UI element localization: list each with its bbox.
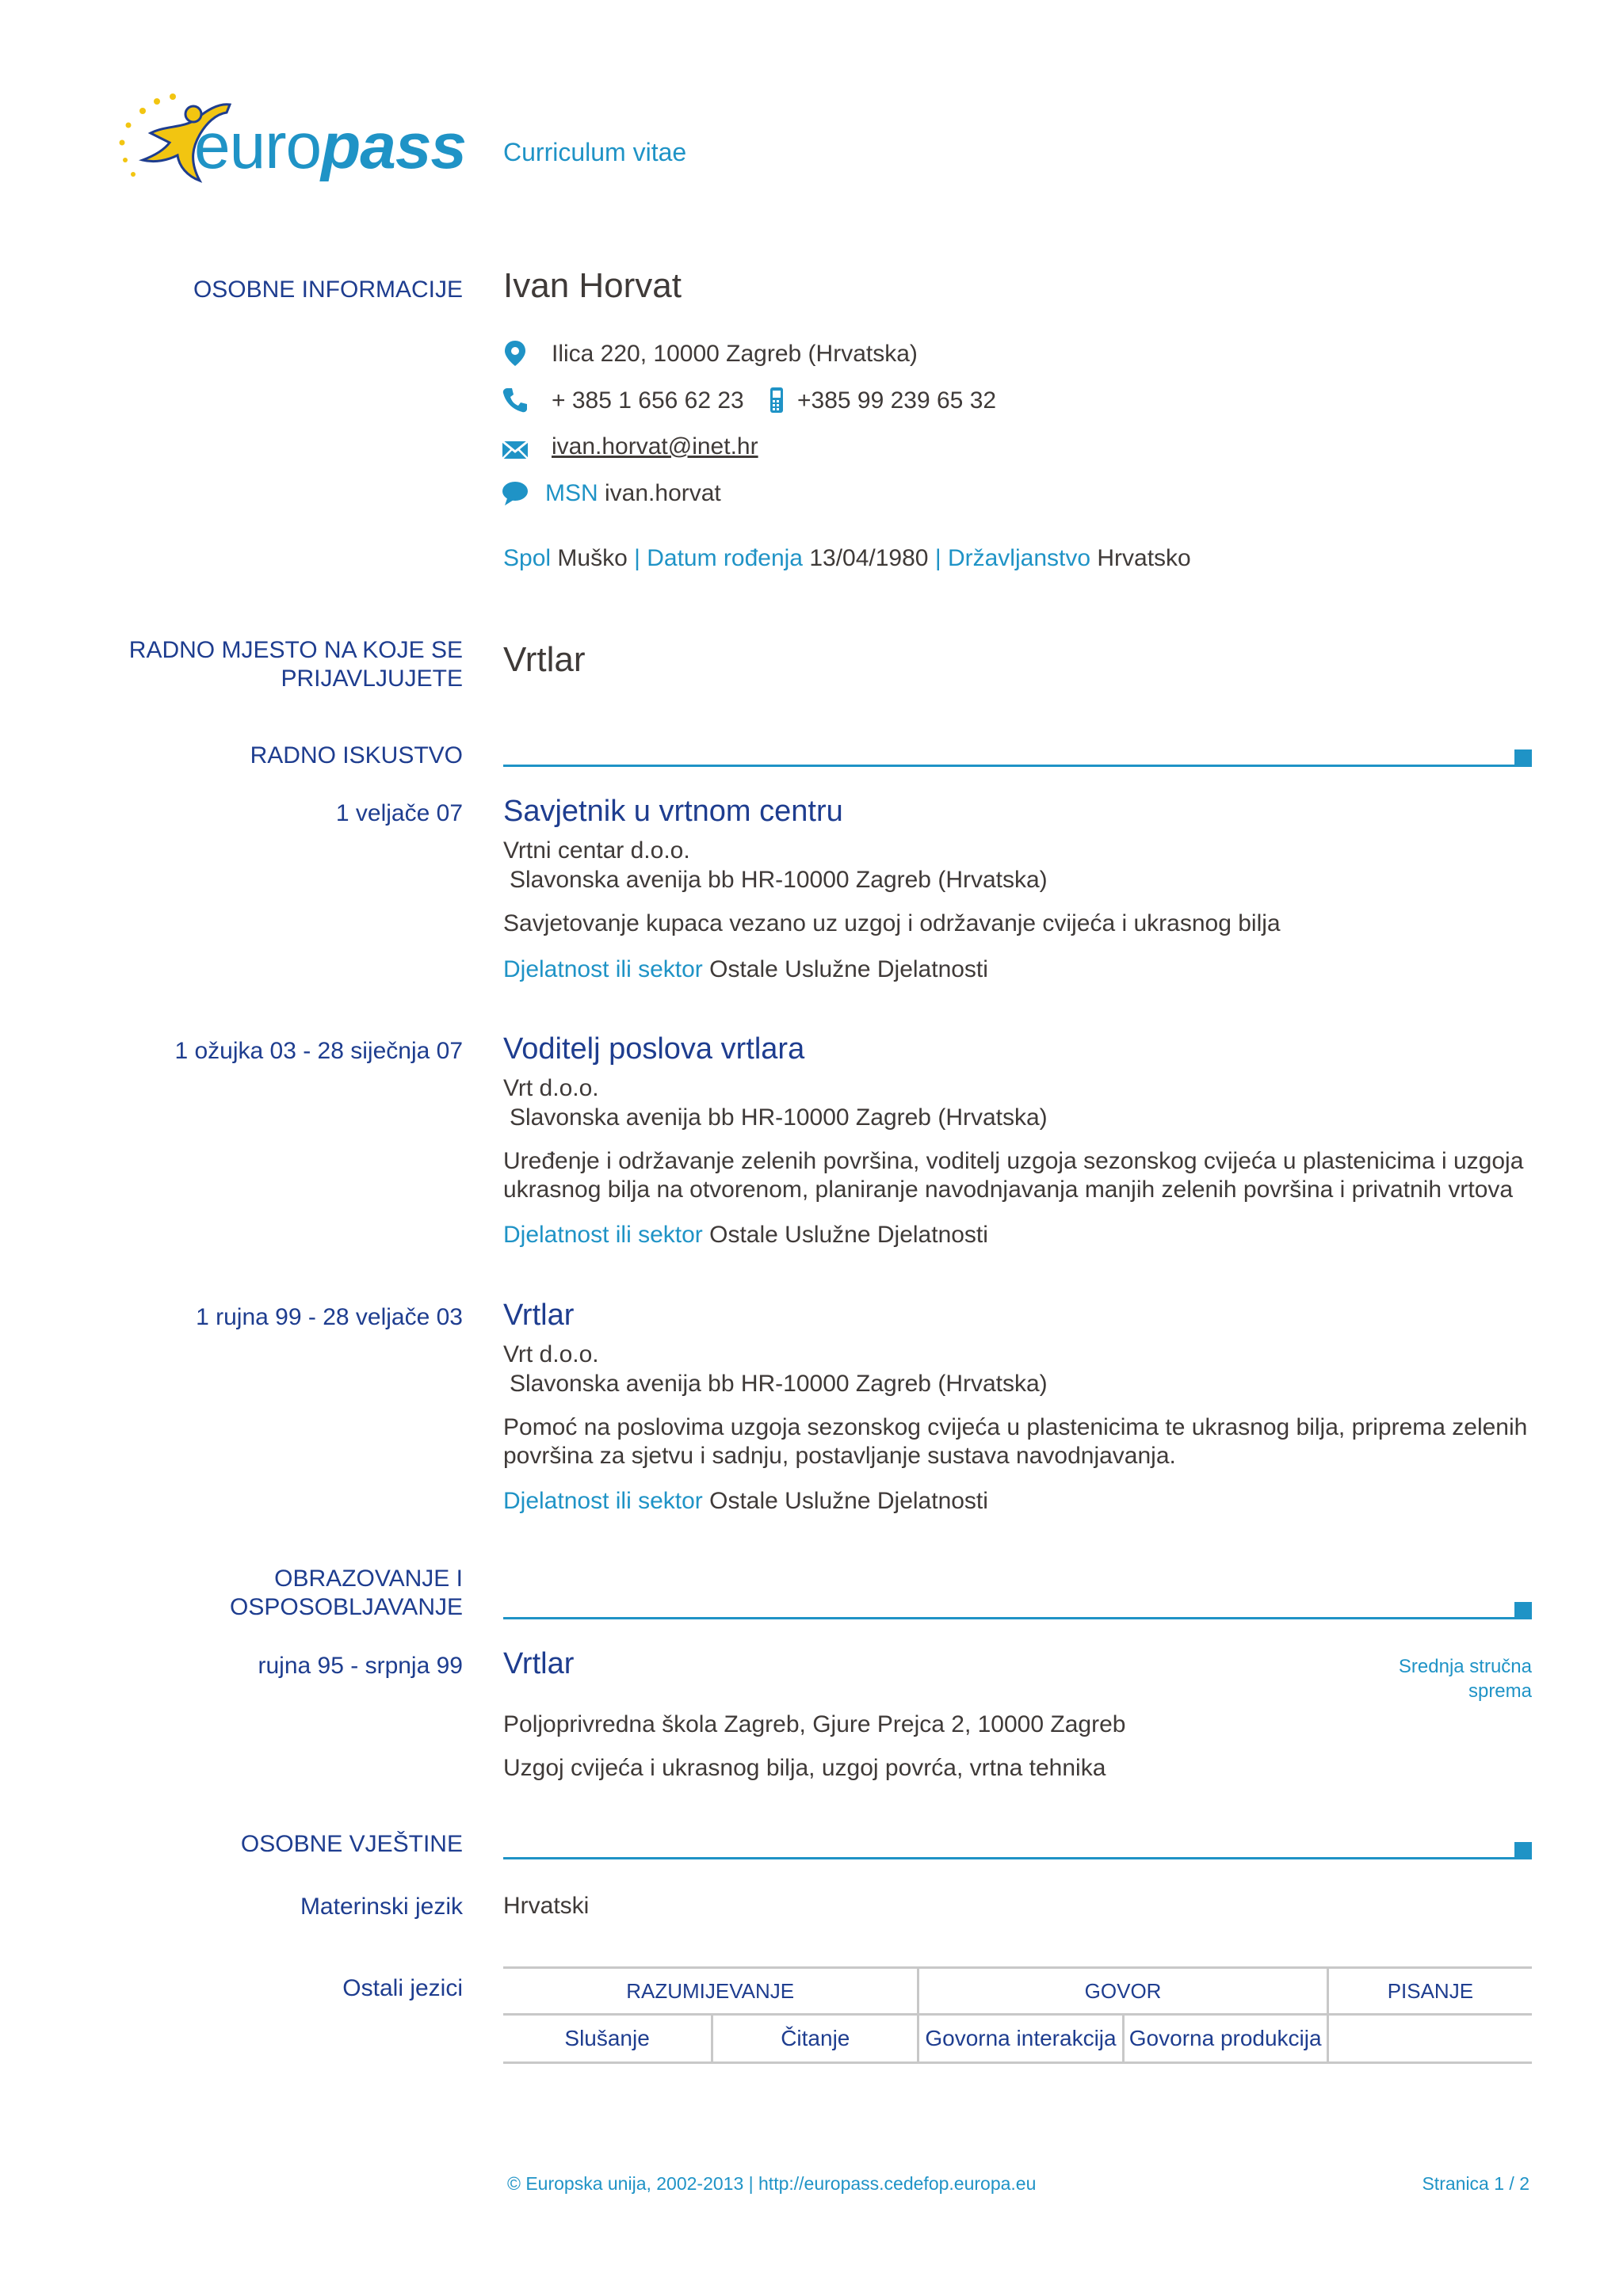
sector-label: Djelatnost ili sektor <box>503 956 703 982</box>
im-label: MSN <box>545 480 598 506</box>
job-description: Savjetovanje kupaca vezano uz uzgoj i održavanje cvijeća i ukrasnog bilja <box>503 910 1281 936</box>
section-separator <box>503 1617 1515 1619</box>
dob-label: | Datum rođenja <box>634 545 803 571</box>
subheader-reading: Čitanje <box>712 2015 918 2063</box>
education-level-line-2: sprema <box>1468 1680 1532 1702</box>
sector-value: Ostale Uslužne Djelatnosti <box>709 956 988 982</box>
address: Ilica 220, 10000 Zagreb (Hrvatska) <box>552 341 918 367</box>
personal-details-line <box>503 543 1191 574</box>
education-title: Vrtlar <box>503 1647 575 1680</box>
job-employer: Vrt d.o.o. <box>503 1075 599 1101</box>
section-separator-square <box>1514 749 1532 767</box>
footer-page-number: 1 / 2 <box>1494 2173 1529 2194</box>
education-school: Poljoprivredna škola Zagreb, Gjure Prejca 2, 10000 Zagreb <box>503 1711 1126 1737</box>
header-writing: PISANJE <box>1327 1968 1532 2015</box>
logo-text-pass: pass <box>321 110 467 182</box>
writing-cell <box>1327 2015 1532 2063</box>
email-link[interactable]: ivan.horvat@inet.hr <box>552 433 758 460</box>
job-dates: 1 veljače 07 <box>335 800 463 826</box>
mother-tongue-label: Materinski jezik <box>300 1894 463 1920</box>
job-description-line-1: Pomoć na poslovima uzgoja sezonskog cvijeća u plastenicima te ukrasnog bilja, priprema zelenih <box>503 1414 1528 1440</box>
sector-label: Djelatnost ili sektor <box>503 1488 703 1514</box>
subheader-production: Govorna produkcija <box>1123 2015 1327 2063</box>
language-table <box>503 1966 1532 2064</box>
section-label-position-2: PRIJAVLJUJETE <box>281 666 463 692</box>
position-value: Vrtlar <box>503 640 586 679</box>
europass-logo <box>111 87 475 198</box>
education-subjects: Uzgoj cvijeća i ukrasnog bilja, uzgoj povrća, vrtna tehnika <box>503 1755 1106 1781</box>
mobile-phone-icon <box>762 386 791 414</box>
job-dates: 1 rujna 99 - 28 veljače 03 <box>196 1304 463 1330</box>
section-label-skills: OSOBNE VJEŠTINE <box>240 1831 463 1857</box>
footer-page-label: Stranica <box>1422 2173 1489 2194</box>
section-separator-square <box>1514 1602 1532 1619</box>
job-address: Slavonska avenija bb HR-10000 Zagreb (Hrvatska) <box>510 1104 1048 1131</box>
subheader-interaction: Govorna interakcija <box>918 2015 1123 2063</box>
other-languages-label: Ostali jezici <box>342 1975 463 2001</box>
job-description-line-2: ukrasnog bilja na otvorenom, planiranje navodnjavanja manjih zelenih površina i privatnih vrtova <box>503 1177 1514 1203</box>
mobile-number: +385 99 239 65 32 <box>797 387 997 414</box>
job-address: Slavonska avenija bb HR-10000 Zagreb (Hrvatska) <box>510 1371 1048 1397</box>
location-pin-icon <box>501 339 529 368</box>
header-speaking: GOVOR <box>918 1968 1327 2015</box>
education-level-line-1: Srednja stručna <box>1398 1656 1532 1677</box>
section-label-education-2: OSPOSOBLJAVANJE <box>230 1594 463 1620</box>
email-icon <box>501 435 529 463</box>
job-address: Slavonska avenija bb HR-10000 Zagreb (Hrvatska) <box>510 867 1048 893</box>
header-understanding: RAZUMIJEVANJE <box>503 1968 918 2015</box>
sex-label: Spol <box>503 545 552 571</box>
education-dates: rujna 95 - srpnja 99 <box>258 1653 463 1679</box>
full-name: Ivan Horvat <box>503 266 682 305</box>
section-separator <box>503 765 1515 767</box>
phone-number: + 385 1 656 62 23 <box>552 387 744 414</box>
chat-bubble-icon <box>501 479 529 508</box>
job-description-line-1: Uređenje i održavanje zelenih površina, voditelj uzgoja sezonskog cvijeća u plastenicima i uzgoja <box>503 1148 1524 1174</box>
job-employer: Vrt d.o.o. <box>503 1341 599 1367</box>
sector-label: Djelatnost ili sektor <box>503 1222 703 1248</box>
job-title: Voditelj poslova vrtlara <box>503 1032 805 1066</box>
section-label-position-1: RADNO MJESTO NA KOJE SE <box>128 637 463 663</box>
section-label-personal: OSOBNE INFORMACIJE <box>193 277 463 303</box>
section-label-education-1: OBRAZOVANJE I <box>274 1566 463 1592</box>
section-separator-square <box>1514 1842 1532 1859</box>
document-title: Curriculum vitae <box>503 138 687 166</box>
phone-icon <box>501 386 529 414</box>
dob-value: 13/04/1980 <box>809 545 929 571</box>
nationality-label: | Državljanstvo <box>934 545 1091 571</box>
logo-text-euro: euro <box>194 110 322 182</box>
job-description-line-2: površina za sjetvu i sadnju, postavljanje sustava navodnjavanja. <box>503 1443 1176 1469</box>
subheader-listening: Slušanje <box>503 2015 712 2063</box>
job-employer: Vrtni centar d.o.o. <box>503 837 690 864</box>
job-title: Savjetnik u vrtnom centru <box>503 795 843 828</box>
sex-value: Muško <box>557 545 628 571</box>
nationality-value: Hrvatsko <box>1097 545 1191 571</box>
sector-value: Ostale Uslužne Djelatnosti <box>709 1222 988 1248</box>
job-dates: 1 ožujka 03 - 28 siječnja 07 <box>174 1038 463 1064</box>
job-title: Vrtlar <box>503 1299 575 1332</box>
footer-copyright: © Europska unija, 2002-2013 | http://europass.cedefop.europa.eu <box>507 2173 1037 2194</box>
mother-tongue-value: Hrvatski <box>503 1893 590 1919</box>
im-value: ivan.horvat <box>605 480 721 506</box>
sector-value: Ostale Uslužne Djelatnosti <box>709 1488 988 1514</box>
section-separator <box>503 1857 1515 1859</box>
section-label-experience: RADNO ISKUSTVO <box>250 742 463 769</box>
